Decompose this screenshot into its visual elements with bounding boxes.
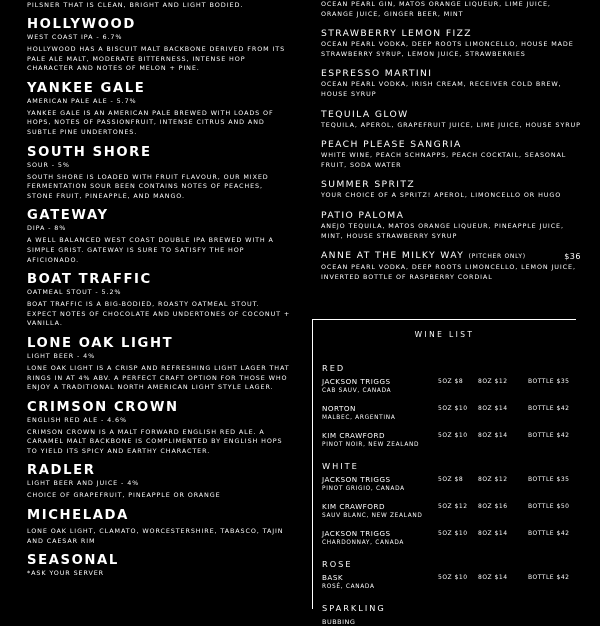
beer-item [27, 462, 292, 501]
wine-origin: SAUV BLANC, NEW ZEALAND [322, 513, 423, 519]
wine-price-bottle: BOTTLE $35 [528, 378, 570, 385]
wine-price-bottle: BOTTLE $42 [528, 530, 570, 537]
wine-category-heading: ROSE [322, 559, 353, 569]
cocktail-column [321, 0, 581, 282]
beer-list [27, 16, 292, 578]
wine-list-body [322, 363, 572, 626]
wine-row [322, 404, 572, 428]
wine-price-5oz: 5OZ $8 [438, 476, 464, 483]
wine-name: JACKSON TRIGGS [322, 475, 391, 484]
beer-item [27, 16, 292, 74]
beer-item [27, 507, 292, 546]
wine-origin: CHARDONNAY, CANADA [322, 540, 405, 546]
cocktail-item [321, 249, 581, 282]
cocktail-name [321, 138, 581, 151]
beer-description: BOAT TRAFFIC IS A BIG-BODIED, ROASTY OATMEAL STOUT. EXPECT NOTES OF CHOCOLATE AND UNDERTONES OF COCONUT + VANILLA. [27, 300, 291, 328]
intro-text: PILSNER THAT IS CLEAN, BRIGHT AND LIGHT BODIED. [27, 1, 244, 9]
beer-style: *ASK YOUR SERVER [27, 569, 105, 578]
cocktail-item [321, 0, 581, 19]
cocktail-item [321, 178, 581, 201]
wine-sparkling-partial: BUBBING [322, 618, 356, 626]
cocktail-description: OCEAN PEARL VODKA, DEEP ROOTS LIMONCELLO, LEMON JUICE, INVERTED BOTTLE OF RASPBERRY CORDIAL [321, 263, 576, 281]
cocktail-name [321, 209, 581, 222]
wine-row [322, 377, 572, 401]
cocktail-name-text: TEQUILA GLOW [321, 108, 409, 120]
wine-price-5oz: 5OZ $8 [438, 378, 464, 385]
beer-name: LONE OAK LIGHT [27, 335, 174, 351]
wine-name: KIM CRAWFORD [322, 502, 385, 511]
cocktail-description: TEQUILA, APEROL, GRAPEFRUIT JUICE, LIME JUICE, HOUSE SYRUP [321, 120, 581, 129]
beer-name: RADLER [27, 463, 96, 479]
beer-name: SEASONAL [27, 553, 119, 569]
beer-style: LIGHT BEER AND JUICE - 4% [27, 479, 140, 488]
beer-name: CRIMSON CROWN [27, 399, 179, 415]
beer-description: YANKEE GALE IS AN AMERICAN PALE BREWED WITH LOADS OF HOPS, NOTES OF PASSIONFRUIT, INTENSE CITRUS AND AND SUBTLE PINE UNDERTONES. [27, 108, 274, 136]
wine-origin: PINOT NOIR, NEW ZEALAND [322, 442, 420, 448]
wine-origin: ROSÉ, CANADA [322, 584, 375, 590]
wine-origin: PINOT GRIGIO, CANADA [322, 486, 405, 492]
wine-price-8oz: 8OZ $14 [478, 432, 508, 439]
wine-price-8oz: 8OZ $12 [478, 476, 508, 483]
cocktail-price: $36 [564, 252, 581, 262]
beer-item [27, 399, 292, 457]
wine-origin: MALBEC, ARGENTINA [322, 415, 396, 421]
wine-name: JACKSON TRIGGS [322, 377, 391, 386]
cocktail-item [321, 209, 581, 241]
beer-item [27, 144, 292, 202]
wine-price-bottle: BOTTLE $42 [528, 405, 570, 412]
beer-style: WEST COAST IPA - 6.7% [27, 33, 123, 41]
cocktail-description: YOUR CHOICE OF A SPRITZ! APEROL, LIMONCELLO OR HUGO [321, 191, 562, 200]
wine-name: BASK [322, 573, 344, 582]
cocktail-name-text: PATIO PALOMA [321, 209, 405, 221]
cocktail-name [321, 178, 581, 191]
beer-style: DIPA - 8% [27, 224, 67, 233]
wine-price-8oz: 8OZ $16 [478, 503, 508, 510]
wine-price-8oz: 8OZ $12 [478, 378, 508, 385]
cocktail-name [321, 27, 581, 40]
beer-description: A WELL BALANCED WEST COAST DOUBLE IPA BREWED WITH A SIMPLE GRIST. GATEWAY IS SURE TO SATISFY THE HOP AFICIONADO. [27, 236, 274, 264]
cocktail-item [321, 27, 581, 59]
beer-description: LONE OAK LIGHT IS A CRISP AND REFRESHING LIGHT LAGER THAT RINGS IN AT 4% ABV. A PERFECT CRAFT OPTION FOR THOSE WHO ENJOY A TRADITIONAL NORTH AMERICAN LIGHT STYLE LAGER. [27, 363, 290, 392]
beer-description: SOUTH SHORE IS LOADED WITH FRUIT FLAVOUR, OUR MIXED FERMENTATION SOUR BEEN CONTAINS NOTES OF PEACHES, STONE FRUIT, PINEAPPLE, AND MANGO. [27, 172, 269, 200]
beer-item [27, 552, 292, 578]
wine-price-5oz: 5OZ $10 [438, 405, 468, 412]
beer-style: SOUR - 5% [27, 160, 70, 169]
wine-list-section [312, 319, 576, 626]
wine-row [322, 573, 572, 597]
beer-column [27, 0, 292, 578]
cocktail-description: OCEAN PEARL GIN, MATOS ORANGE LIQUEUR, LIME JUICE, ORANGE JUICE, GINGER BEER, MINT [321, 0, 551, 18]
cocktail-item [321, 108, 581, 131]
beer-name: HOLLYWOOD [27, 17, 136, 32]
wine-name: KIM CRAWFORD [322, 431, 385, 440]
cocktail-name [321, 108, 581, 121]
wine-category-heading: RED [322, 363, 346, 373]
wine-origin: CAB SAUV, CANADA [322, 388, 392, 394]
beer-item [27, 80, 292, 138]
beer-item [27, 207, 292, 265]
wine-row [322, 529, 572, 553]
beer-style: OATMEAL STOUT - 5.2% [27, 288, 122, 297]
wine-list-title: WINE LIST [414, 330, 475, 339]
wine-price-bottle: BOTTLE $35 [528, 476, 570, 483]
wine-price-8oz: 8OZ $14 [478, 530, 508, 537]
wine-price-bottle: BOTTLE $42 [528, 432, 570, 439]
wine-name: JACKSON TRIGGS [322, 529, 391, 538]
beer-name: MICHELADA [27, 508, 129, 524]
beer-description: CHOICE OF GRAPEFRUIT, PINEAPPLE OR ORANGE [27, 491, 221, 500]
wine-price-5oz: 5OZ $10 [438, 530, 468, 537]
cocktail-description: OCEAN PEARL VODKA, IRISH CREAM, RECEIVER COLD BREW, HOUSE SYRUP [321, 80, 562, 98]
wine-price-bottle: BOTTLE $42 [528, 574, 570, 581]
wine-price-8oz: 8OZ $14 [478, 405, 508, 412]
beer-description: HOLLYWOOD HAS A BISCUIT MALT BACKBONE DERIVED FROM ITS PALE ALE MALT, MODERATE BITTERNESS, INTENSE HOP CHARACTER AND NOTES OF MELON + PINE. [27, 45, 286, 73]
beer-item [27, 335, 292, 393]
cocktail-description: OCEAN PEARL VODKA, DEEP ROOTS LIMONCELLO, HOUSE MADE STRAWBERRY SYRUP, LEMON JUICE, STRAWBERRIES [321, 40, 574, 58]
cocktail-name-text: SUMMER SPRITZ [321, 179, 416, 191]
cocktail-description: WHITE WINE, PEACH SCHNAPPS, PEACH COCKTAIL, SEASONAL FRUIT, SODA WATER [321, 151, 567, 169]
beer-style: AMERICAN PALE ALE - 5.7% [27, 96, 137, 105]
cocktail-item [321, 67, 581, 99]
beer-name: BOAT TRAFFIC [27, 272, 152, 288]
wine-price-8oz: 8OZ $14 [478, 574, 508, 581]
cocktail-name [321, 249, 581, 263]
beer-item [27, 271, 292, 329]
cocktail-name [321, 67, 581, 80]
wine-name: NORTON [322, 404, 356, 413]
beer-name: SOUTH SHORE [27, 144, 152, 160]
cocktail-description: ANEJO TEQUILA, MATOS ORANGE LIQUEUR, PINEAPPLE JUICE, MINT, HOUSE STRAWBERRY SYRUP [321, 221, 564, 240]
wine-row [322, 431, 572, 455]
cocktail-list [321, 0, 581, 282]
cocktail-name-text: ANNE AT THE MILKY WAY [321, 250, 465, 262]
wine-price-5oz: 5OZ $12 [438, 503, 468, 510]
cocktail-name-text: PEACH PLEASE SANGRIA [321, 139, 462, 151]
cocktail-item [321, 138, 581, 170]
beer-name: GATEWAY [27, 208, 109, 224]
wine-price-5oz: 5OZ $10 [438, 432, 468, 439]
beer-description: CRIMSON CROWN IS A MALT FORWARD ENGLISH RED ALE. A CARAMEL MALT BACKBONE IS COMPLIMENTED BY ENGLISH HOPS TO YIELD ITS SPICY AND EARTHY CHARACTER. [27, 427, 283, 455]
cocktail-name-text: STRAWBERRY LEMON FIZZ [321, 28, 472, 40]
cocktail-note: (PITCHER ONLY) [468, 253, 526, 261]
cocktail-name-text: ESPRESSO MARTINI [321, 68, 433, 80]
beer-style: ENGLISH RED ALE - 4.6% [27, 415, 127, 424]
beer-description: LONE OAK LIGHT, CLAMATO, WORCESTERSHIRE, TABASCO, TAJIN AND CAESAR RIM [27, 527, 284, 545]
wine-price-5oz: 5OZ $10 [438, 574, 468, 581]
beer-style: LIGHT BEER - 4% [27, 351, 96, 360]
wine-price-bottle: BOTTLE $50 [528, 503, 570, 510]
wine-row [322, 475, 572, 499]
beer-name: YANKEE GALE [27, 80, 146, 96]
wine-category-heading: WHITE [322, 461, 359, 471]
wine-category-heading: SPARKLING [322, 603, 386, 613]
wine-row [322, 502, 572, 526]
